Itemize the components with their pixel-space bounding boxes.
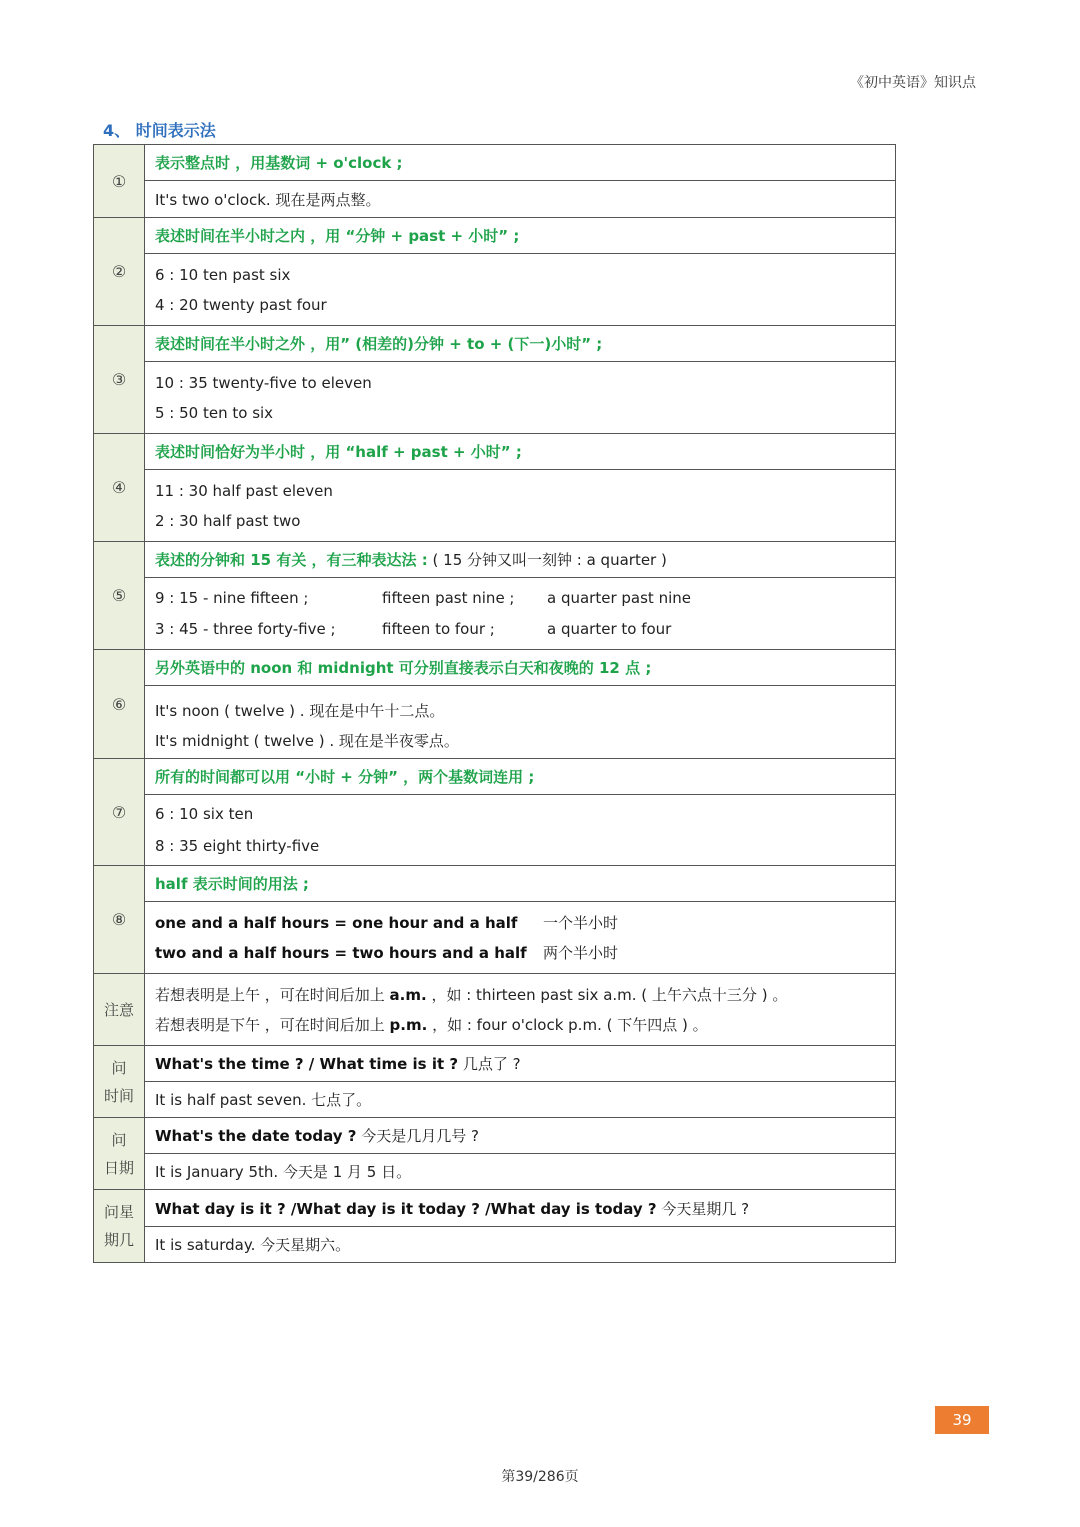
example-cell	[145, 902, 896, 974]
row-number: ①	[94, 145, 145, 218]
example-line: It's two o'clock. 现在是两点整。	[145, 181, 896, 218]
rule-note: ( 15 分钟又叫一刻钟 : a quarter )	[427, 551, 667, 569]
rule-heading: 表述的分钟和 15 有关 ，有三种表达法 :	[155, 551, 428, 569]
page-number-badge: 39	[935, 1406, 989, 1434]
example-cell	[145, 254, 896, 326]
example-line	[155, 938, 895, 968]
row-number: ⑥	[94, 650, 145, 759]
row-number: ③	[94, 326, 145, 434]
example-cell	[145, 795, 896, 866]
example-line: 6 : 10 six ten	[155, 805, 254, 823]
example-chinese: 一个半小时	[543, 913, 619, 932]
example-line: It's noon ( twelve ) . 现在是中午十二点。	[155, 702, 445, 720]
question-label	[94, 1046, 145, 1118]
rule-heading: half 表示时间的用法 ;	[145, 866, 896, 902]
question-cell	[145, 1118, 896, 1154]
row-number: ⑧	[94, 866, 145, 974]
row-number: ⑤	[94, 542, 145, 650]
row-number: ⑦	[94, 759, 145, 866]
note-line	[155, 980, 895, 1010]
example-digital: 3 : 45 - three forty-five ;	[155, 619, 336, 638]
example-line	[155, 583, 895, 614]
note-text: ，如 : thirteen past six a.m. ( 上午六点十三分 ) 。	[426, 985, 788, 1004]
rule-heading-cell	[145, 542, 896, 578]
example-quarter-form: a quarter past nine	[547, 588, 691, 607]
example-line: 6 : 10 ten past six	[155, 265, 291, 284]
answer-line: It is January 5th. 今天是 1 月 5 日。	[145, 1154, 896, 1190]
rule-heading: 表述时间在半小时之内 ，用 “分钟 + past + 小时” ;	[145, 218, 896, 254]
example-line: 5 : 50 ten to six	[155, 403, 274, 422]
question-label-line: 日期	[103, 1158, 134, 1177]
section-title: 4、 时间表示法	[103, 121, 216, 140]
question-chinese: 今天星期几 ?	[656, 1199, 750, 1218]
example-past-form: fifteen to four ;	[382, 619, 495, 638]
rule-heading: 另外英语中的 noon 和 midnight 可分别直接表示白天和夜晚的 12 点 ;	[145, 650, 896, 686]
example-cell	[145, 578, 896, 650]
question-english: What's the date today ?	[155, 1127, 357, 1145]
example-english: one and a half hours = one hour and a half	[155, 913, 518, 932]
answer-line: It is half past seven. 七点了。	[145, 1082, 896, 1118]
example-chinese: 两个半小时	[543, 943, 619, 962]
rule-heading: 表述时间在半小时之外 ，用” (相差的)分钟 + to + (下一)小时” ;	[145, 326, 896, 362]
example-line	[155, 614, 895, 645]
question-english: What's the time ? / What time is it ?	[155, 1055, 459, 1073]
example-line: It's midnight ( twelve ) . 现在是半夜零点。	[155, 732, 459, 750]
time-expression-table	[93, 144, 896, 1263]
rule-heading: 表述时间恰好为半小时 ，用 “half + past + 小时” ;	[145, 434, 896, 470]
document-header-title: 《初中英语》知识点	[850, 75, 976, 91]
note-label: 注意	[94, 974, 145, 1046]
note-text: 若想表明是上午 ，可在时间后加上	[155, 985, 390, 1004]
example-cell	[145, 686, 896, 759]
row-number: ④	[94, 434, 145, 542]
question-cell	[145, 1190, 896, 1227]
example-quarter-form: a quarter to four	[547, 619, 672, 638]
note-am: a.m.	[389, 985, 427, 1004]
example-cell	[145, 362, 896, 434]
note-line	[155, 1010, 895, 1040]
question-label	[94, 1118, 145, 1190]
question-label-line: 问	[111, 1058, 127, 1077]
question-cell	[145, 1046, 896, 1082]
answer-line: It is saturday. 今天星期六。	[145, 1227, 896, 1263]
row-number: ②	[94, 218, 145, 326]
question-label-line: 时间	[103, 1086, 134, 1105]
example-line: 8 : 35 eight thirty-five	[155, 837, 320, 855]
note-cell	[145, 974, 896, 1046]
rule-heading: 所有的时间都可以用 “小时 + 分钟” ，两个基数词连用 ;	[145, 759, 896, 795]
page-footer: 第39/286页	[501, 1469, 579, 1485]
rule-heading: 表示整点时 ，用基数词 + o'clock ;	[145, 145, 896, 181]
example-line: 10 : 35 twenty-five to eleven	[155, 373, 372, 392]
example-line: 2 : 30 half past two	[155, 511, 301, 530]
question-label-line: 问	[111, 1130, 127, 1149]
question-label	[94, 1190, 145, 1263]
example-line: 11 : 30 half past eleven	[155, 481, 333, 500]
question-label-line: 问星	[103, 1203, 134, 1221]
question-label-line: 期几	[103, 1231, 134, 1249]
question-english: What day is it ? /What day is it today ? /What day is today ?	[155, 1199, 657, 1218]
note-text: 若想表明是下午 ，可在时间后加上	[155, 1015, 390, 1034]
example-line	[155, 908, 895, 938]
example-english: two and a half hours = two hours and a half	[155, 943, 527, 962]
example-line: 4 : 20 twenty past four	[155, 295, 327, 314]
example-past-form: fifteen past nine ;	[382, 588, 515, 607]
note-text: ，如 : four o'clock p.m. ( 下午四点 ) 。	[427, 1015, 708, 1034]
note-pm: p.m.	[389, 1015, 428, 1034]
example-digital: 9 : 15 - nine fifteen ;	[155, 588, 309, 607]
example-cell	[145, 470, 896, 542]
question-chinese: 几点了 ?	[458, 1055, 521, 1073]
question-chinese: 今天是几月几号 ?	[356, 1127, 480, 1145]
